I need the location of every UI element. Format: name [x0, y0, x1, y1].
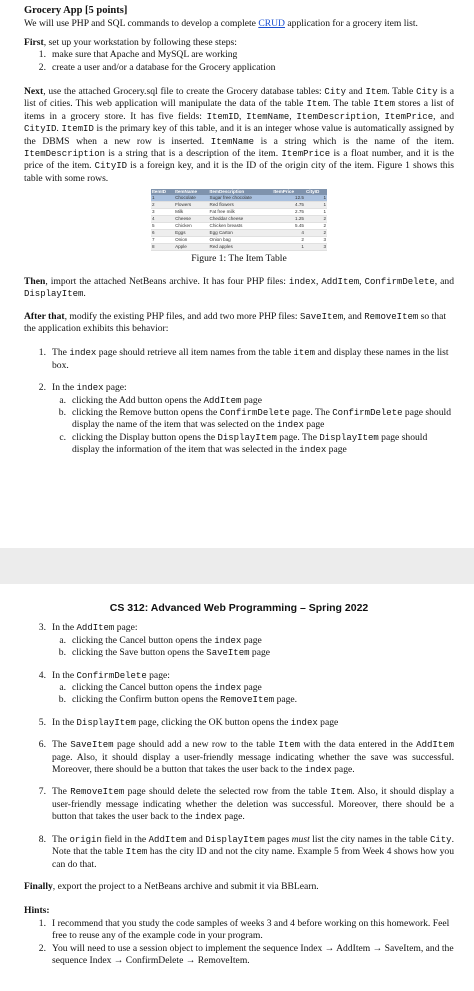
- hints-title: Hints:: [24, 905, 50, 917]
- table-row: [151, 223, 327, 230]
- behavior-list: [24, 347, 454, 456]
- text-run: page: [303, 419, 325, 431]
- text-run: clicking the Display button opens the: [72, 431, 218, 443]
- code-term: ConfirmDelete: [76, 670, 147, 681]
- table-cell: 1: [272, 244, 305, 251]
- code-term: ItemDescription: [296, 111, 378, 122]
- after-text: [24, 311, 446, 334]
- table-cell: Red flowers: [209, 202, 273, 209]
- text-run: ,: [315, 275, 322, 287]
- table-cell: Cheese: [174, 216, 208, 223]
- code-term: index: [214, 635, 242, 646]
- text-run: is a list of cities. This web application will manipulate the data of the table: [24, 86, 454, 110]
- after-lead: After that: [24, 310, 65, 322]
- column-header: ItemName: [174, 189, 208, 195]
- first-text: , set up your workstation by following these steps:: [43, 36, 237, 48]
- next-paragraph: [24, 86, 454, 185]
- text-run: , and: [433, 110, 455, 122]
- text-run: is the primary key of this table, and it is an integer whose value is automatically assigned by the DBMS when a new row is inserted.: [24, 123, 455, 147]
- text-run: clicking the Save button opens the: [72, 647, 207, 659]
- code-term: ItemPrice: [384, 111, 434, 122]
- text-run: .: [56, 123, 62, 135]
- table-cell: 1.25: [272, 216, 305, 223]
- table-cell: Apple: [174, 244, 208, 251]
- text-run: page: [326, 444, 347, 456]
- code-term: RemoveItem: [70, 787, 125, 798]
- code-term: ItemPrice: [281, 149, 331, 160]
- table-cell: 4: [272, 230, 305, 237]
- code-term: item: [293, 348, 316, 359]
- code-term: index: [76, 383, 104, 394]
- first-lead: First: [24, 36, 44, 48]
- behavior-item-2-subs: a. clicking the Add button opens the AddItem page b. clicking the Remove button opens the ConfirmDelete page. The ConfirmDelete page should display the name of the item that was selected on the index page c. clicking the Display button opens the DisplayItem page. The DisplayItem page should display the information of the item that was selected in the index page: [58, 394, 451, 456]
- code-term: AddItem: [148, 834, 187, 845]
- table-cell: Flowers: [174, 202, 208, 209]
- table-cell: 1: [305, 209, 327, 216]
- text-run: .: [83, 288, 86, 300]
- text-run: ,: [359, 275, 365, 287]
- intro-text: We will use PHP and SQL commands to develop a complete: [24, 18, 259, 30]
- code-term: DisplayItem: [217, 432, 277, 443]
- table-row: [151, 237, 327, 244]
- text-run: pages: [264, 833, 292, 845]
- text-run: ,: [377, 110, 385, 122]
- text-run: page:: [103, 382, 127, 394]
- behavior-item-1: 1. The index page should retrieve all item names from the table item and display these names in the list box.: [38, 347, 449, 371]
- table-cell: 1: [305, 195, 327, 202]
- table-cell: 2: [151, 202, 174, 209]
- table-cell: Chicken breasts: [209, 223, 273, 230]
- table-cell: Milk: [174, 209, 208, 216]
- text-run: . Table: [387, 86, 417, 98]
- table-cell: Onion bag: [209, 237, 273, 244]
- hint-item: 1. I recommend that you study the code samples of weeks 3 and 4 before working on this homework. Feel free to reuse any of the example code in your program.: [38, 917, 450, 942]
- table-cell: 3: [151, 209, 174, 216]
- table-cell: Chicken: [174, 223, 208, 230]
- code-term: SaveItem: [206, 648, 250, 659]
- text-run: In the: [52, 382, 77, 394]
- text-run: . The table: [328, 98, 374, 110]
- code-term: index: [299, 445, 327, 456]
- text-run: page. The: [276, 431, 320, 443]
- table-row: [151, 216, 327, 223]
- table-row: [151, 244, 327, 251]
- after-paragraph: [24, 311, 454, 336]
- setup-step: 1. make sure that Apache and MySQL are working: [38, 49, 238, 61]
- code-term: DisplayItem: [76, 717, 136, 728]
- code-term: index: [69, 348, 97, 359]
- text-run: is a foreign key, and it is the ID of the origin city of the item. Figure 1 shows this table with some rows.: [24, 160, 454, 184]
- text-run: stores a list of items in a grocery store. It has five fields:: [24, 98, 454, 122]
- code-term: City: [416, 87, 438, 98]
- code-term: ItemDescription: [24, 149, 106, 160]
- item-table-body: [151, 195, 327, 251]
- hint-item: 2. You will need to use a session object to implement the sequence Index → AddItem → SaveItem, and the sequence Index → ConfirmDelete → RemoveItem.: [38, 942, 454, 966]
- text-run: page.: [221, 811, 245, 823]
- table-cell: 3: [305, 244, 327, 251]
- code-term: origin: [69, 834, 102, 845]
- code-term: City: [324, 87, 347, 98]
- text-run: . Also, it should display a user-friendly message indicating whether the deletion was successful. Moreover, there should be a button that takes the user back to the: [52, 786, 454, 823]
- table-cell: 2: [305, 223, 327, 230]
- behavior-item-2: 2. In the index page: a. clicking the Add button opens the AddItem page b. clicking the Remove button opens the ConfirmDelete page. The ConfirmDelete page should display the name of the item that was selected on the index page c. clicking the Display button opens the DisplayItem page. The DisplayItem page should display the information of the item that was selected in the index page: [30, 382, 454, 456]
- behavior-item-3: 3. In the AddItem page: a. clicking the Cancel button opens the index page b. clicking the Save button opens the SaveItem page: [38, 622, 271, 659]
- text-run: is a string which is the name of the item.: [254, 135, 454, 147]
- text-run: field in the: [101, 833, 149, 845]
- text-run: page.: [274, 694, 298, 706]
- item-table-figure: [151, 189, 327, 265]
- table-row: [151, 202, 327, 209]
- then-lead: Then: [24, 275, 46, 287]
- table-row: [151, 230, 327, 237]
- code-term: RemoveItem: [364, 311, 419, 322]
- text-run: page: [317, 716, 339, 728]
- code-term: ItemID: [206, 111, 239, 122]
- table-cell: 4.75: [272, 202, 305, 209]
- code-term: DisplayItem: [319, 432, 379, 443]
- crud-link[interactable]: CRUD: [258, 18, 285, 30]
- text-run: clicking the Cancel button opens the: [72, 634, 215, 646]
- code-term: Item: [278, 740, 300, 751]
- text-run: The: [52, 739, 71, 751]
- intro-paragraph: [24, 18, 454, 30]
- text-run: page:: [114, 622, 138, 634]
- code-term: Item: [373, 99, 395, 110]
- code-term: index: [304, 765, 332, 776]
- text-run: and display these names in the list box.: [52, 347, 449, 371]
- document-page-2: [0, 584, 474, 991]
- code-term: index: [288, 276, 316, 287]
- behavior-item-6: 6. The SaveItem page should add a new row to the table Item with the data entered in the AddItem page. Also, it should display a user-friendly message indicating whether the save was successful. Moreover, there should be a button that takes the user back to the index page.: [38, 739, 454, 776]
- text-run: The: [52, 347, 70, 359]
- text-run: , modify the existing PHP files, and add two more PHP files:: [64, 310, 300, 322]
- finally-text: , export the project to a NetBeans archive and submit it via BBLearn.: [52, 880, 319, 892]
- table-cell: Fat free milk: [209, 209, 273, 216]
- code-term: DisplayItem: [24, 289, 84, 300]
- text-run: is a string that is a description of the item.: [105, 148, 282, 160]
- table-cell: 2: [305, 230, 327, 237]
- code-term: RemoveItem: [220, 695, 275, 706]
- text-run: page.: [331, 764, 355, 776]
- text-run: page should delete the selected row from the table: [124, 786, 331, 798]
- text-run: has the city ID and not the city name. Example 5 from Week 4 shows how you can do that.: [52, 846, 454, 870]
- text-run: must: [291, 833, 310, 845]
- text-run: page. The: [289, 406, 333, 418]
- code-term: City: [429, 834, 452, 845]
- code-term: Item: [125, 847, 148, 858]
- text-run: , import the attached NetBeans archive. It has four PHP files:: [45, 275, 289, 287]
- table-cell: 12.5: [272, 195, 305, 202]
- next-text: [24, 86, 454, 184]
- text-run: clicking the Cancel button opens the: [72, 682, 215, 694]
- text-run: In the: [52, 622, 77, 634]
- column-header: CityID: [305, 189, 327, 195]
- table-row: [151, 195, 327, 202]
- finally-paragraph: [24, 881, 454, 893]
- text-run: In the: [52, 716, 77, 728]
- text-run: so that the application exhibits this behavior:: [24, 310, 446, 334]
- then-text: [24, 276, 454, 299]
- code-term: AddItem: [416, 740, 454, 751]
- code-term: AddItem: [321, 276, 360, 287]
- text-run: page should display the name of the item that was selected on the: [72, 406, 451, 431]
- code-term: ConfirmDelete: [332, 407, 403, 418]
- behavior-item-8: 8. The origin field in the AddItem and DisplayItem pages must list the city names in the table City. Note that the table Item has the city ID and not the city name. Example 5 from Week 4 shows how you can do that.: [38, 833, 454, 870]
- table-cell: 7: [151, 237, 174, 244]
- item-table: [151, 189, 327, 251]
- text-run: clicking the Confirm button opens the: [72, 694, 221, 706]
- behavior-item-5: 5. In the DisplayItem page, clicking the OK button opens the index page: [38, 716, 339, 728]
- table-row: [151, 209, 327, 216]
- table-cell: Onion: [174, 237, 208, 244]
- code-term: DisplayItem: [205, 834, 265, 845]
- table-cell: Cheddar cheese: [209, 216, 273, 223]
- text-run: . Note that the table: [52, 833, 454, 858]
- code-term: Item: [330, 787, 353, 798]
- code-term: index: [276, 420, 304, 431]
- table-cell: 3: [305, 237, 327, 244]
- setup-step: 2. create a user and/or a database for the Grocery application: [38, 61, 276, 73]
- table-cell: 8: [151, 244, 174, 251]
- text-run: page should add a new row to the table: [113, 739, 279, 751]
- table-cell: Red apples: [209, 244, 273, 251]
- code-term: ItemName: [210, 136, 255, 147]
- code-term: ConfirmDelete: [219, 407, 290, 418]
- assignment-title: Grocery App [5 points]: [24, 5, 128, 16]
- text-run: page. Also, it should display a user-friendly message indicating whether the save was successful. Moreover, there should be a button that takes the user back to the: [52, 751, 454, 776]
- code-term: ItemName: [246, 111, 290, 122]
- table-cell: Sugar free chocolate: [209, 195, 273, 202]
- behavior-list-continued: [24, 622, 454, 871]
- hints-list: [24, 918, 454, 968]
- code-term: index: [214, 683, 242, 694]
- text-run: is a float number, and it is the price of the item.: [24, 148, 454, 172]
- text-run: The: [52, 786, 71, 798]
- table-cell: 2: [305, 216, 327, 223]
- code-term: CityID: [24, 124, 57, 135]
- text-run: clicking the Add button opens the: [72, 394, 204, 406]
- figure-caption: Figure 1: The Item Table: [191, 253, 287, 265]
- behavior-item-7: 7. The RemoveItem page should delete the selected row from the table Item. Also, it should display a user-friendly message indicating whether the deletion was successful. Moreover, there should be a button that takes the user back to the index page.: [38, 786, 454, 823]
- table-cell: 4: [151, 216, 174, 223]
- table-cell: Chocolate: [174, 195, 208, 202]
- text-run: and: [346, 86, 366, 98]
- text-run: page should display the information of the item that was selected in the: [72, 431, 428, 456]
- code-term: SaveItem: [299, 311, 344, 322]
- table-cell: 1: [305, 202, 327, 209]
- code-term: AddItem: [203, 395, 242, 406]
- text-run: page should retrieve all item names from the table: [96, 347, 294, 359]
- setup-steps-list: [24, 49, 454, 74]
- table-cell: 2: [272, 237, 305, 244]
- column-header: ItemID: [151, 189, 174, 195]
- text-run: page: [249, 647, 271, 659]
- text-run: , and: [434, 275, 455, 287]
- course-header: CS 312: Advanced Web Programming – Spring 2022: [109, 602, 369, 614]
- table-cell: Egg Carton: [209, 230, 273, 237]
- table-cell: 6: [151, 230, 174, 237]
- table-cell: 5.45: [272, 223, 305, 230]
- text-run: page: [241, 682, 262, 694]
- setup-heading: [24, 37, 454, 49]
- table-cell: 5: [151, 223, 174, 230]
- text-run: list the city names in the table: [309, 833, 430, 845]
- code-term: Item: [306, 99, 329, 110]
- code-term: Item: [365, 87, 388, 98]
- code-term: AddItem: [76, 623, 115, 634]
- text-run: page: [241, 634, 262, 646]
- text-run: page:: [146, 669, 170, 681]
- behavior-item-4: 4. In the ConfirmDelete page: a. clicking the Cancel button opens the index page b. clicking the Confirm button opens the RemoveItem page.: [38, 669, 298, 706]
- code-term: index: [194, 812, 222, 823]
- text-run: page, clicking the OK button opens the: [135, 716, 291, 728]
- text-run: ,: [238, 110, 247, 122]
- text-run: The: [52, 833, 70, 845]
- code-term: ItemID: [61, 124, 94, 135]
- text-run: ,: [289, 110, 297, 122]
- page-gap: [0, 548, 474, 584]
- table-cell: Eggs: [174, 230, 208, 237]
- intro-text-end: application for a grocery item list.: [284, 18, 418, 30]
- column-header: ItemDescription: [209, 189, 273, 195]
- table-cell: 2.75: [272, 209, 305, 216]
- text-run: , and: [343, 310, 365, 322]
- code-term: ConfirmDelete: [364, 276, 435, 287]
- text-run: page: [241, 394, 262, 406]
- code-term: index: [290, 717, 318, 728]
- text-run: with the data entered in the: [300, 739, 417, 751]
- then-paragraph: [24, 276, 454, 301]
- finally-lead: Finally: [24, 880, 53, 892]
- text-run: and: [186, 833, 206, 845]
- table-cell: 1: [151, 195, 174, 202]
- text-run: clicking the Remove button opens the: [72, 406, 220, 418]
- column-header: ItemPrice: [272, 189, 305, 195]
- next-lead: Next: [24, 86, 44, 98]
- text-run: In the: [52, 669, 77, 681]
- code-term: SaveItem: [70, 740, 114, 751]
- code-term: CityID: [94, 161, 128, 172]
- text-run: , use the attached Grocery.sql file to create the Grocery database tables:: [43, 86, 325, 98]
